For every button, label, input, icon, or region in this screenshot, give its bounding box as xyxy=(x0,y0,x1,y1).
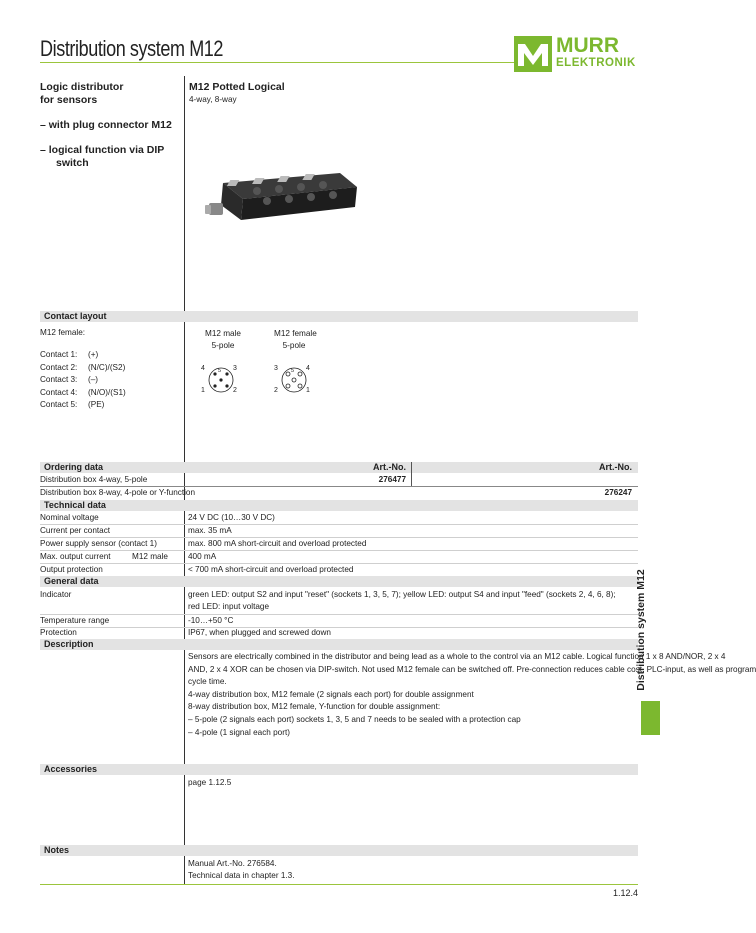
contact-layout-heading: Contact layout xyxy=(44,311,107,321)
male-title-2: 5-pole xyxy=(211,341,235,350)
female-label: M12 female: xyxy=(40,328,86,337)
contact-value: (N/O)/(S1) xyxy=(88,387,126,397)
ordering-art1: 276477 xyxy=(378,475,406,484)
brand-name: MURR xyxy=(556,34,619,57)
contact-label: Contact 4: xyxy=(40,387,78,397)
header-rule xyxy=(40,62,514,63)
contact-list xyxy=(40,349,126,412)
female-title-2: 5-pole xyxy=(282,341,306,350)
notes-line-1: Manual Art.-No. 276584. xyxy=(188,859,277,868)
general-heading: General data xyxy=(44,576,99,586)
description-line: 4-way distribution box, M12 female (2 signals each port) for double assignment xyxy=(188,689,474,699)
female-connector-diagram xyxy=(273,363,315,397)
female-connector-title xyxy=(274,328,317,352)
contact-row xyxy=(40,387,126,400)
ordering-row xyxy=(40,474,638,487)
description-line: – 5-pole (2 signals each port) sockets 1, 3, 5 and 7 needs to be sealed with a protection cap xyxy=(188,714,521,724)
contact-value: (+) xyxy=(88,350,99,359)
contact-label: Contact 3: xyxy=(40,375,78,385)
intro-line-2: for sensors xyxy=(40,94,98,106)
tech-row xyxy=(40,512,638,525)
technical-heading: Technical data xyxy=(44,500,106,510)
pin-label: 2 xyxy=(233,387,237,394)
tech-value: < 700 mA short-circuit and overload protected xyxy=(188,565,354,574)
protection-row xyxy=(40,627,638,639)
protection-label: Protection xyxy=(40,628,77,637)
tech-sublabel: M12 male xyxy=(132,552,168,561)
description-line: Sensors are electrically combined in the distributor and being lead as a whole to the control via an M12 cable. Logical function 1 x 8 AND/NOR, 2 x 4 xyxy=(188,652,726,661)
indicator-row xyxy=(40,589,638,615)
indicator-value-2: red LED: input voltage xyxy=(188,602,270,611)
intro-line-1: Logic distributor xyxy=(40,81,124,93)
male-connector-title xyxy=(203,328,243,352)
tech-label: Current per contact xyxy=(40,526,111,535)
pin-label: 5 xyxy=(291,368,295,374)
pin-label: 3 xyxy=(274,365,278,372)
side-tab-label: Distribution system M12 xyxy=(635,569,647,691)
ordering-art2: 276247 xyxy=(604,488,632,497)
ordering-label: Distribution box 4-way, 5-pole xyxy=(40,475,148,484)
description-text xyxy=(188,651,756,739)
ordering-col1-heading: Art.-No. xyxy=(373,462,406,472)
tech-row xyxy=(40,564,638,576)
side-tab-marker xyxy=(641,701,660,735)
temperature-value: -10…+50 °C xyxy=(188,616,234,625)
contact-value: (N/C)/(S2) xyxy=(88,362,126,372)
description-heading: Description xyxy=(44,639,94,649)
contact-label: Contact 2: xyxy=(40,362,78,372)
contact-row xyxy=(40,399,105,412)
tech-label: Power supply sensor (contact 1) xyxy=(40,539,157,548)
tech-label: Max. output current xyxy=(40,552,111,561)
female-title-1: M12 female xyxy=(274,329,317,338)
pin-label: 2 xyxy=(274,387,278,394)
murr-logo xyxy=(514,36,638,72)
description-line: 8-way distribution box, M12 female, Y-function for double assignment: xyxy=(188,702,441,712)
accessories-heading: Accessories xyxy=(44,764,98,774)
ordering-header xyxy=(40,462,638,473)
pin-label: 3 xyxy=(233,365,237,372)
indicator-value-1: green LED: output S2 and input "reset" (sockets 1, 3, 5, 7); yellow LED: output S4 and input "feed" (sockets 2, 4, 6, 8); xyxy=(188,590,616,599)
protection-value: IP67, when plugged and screwed down xyxy=(188,628,331,637)
product-variants: 4-way, 8-way xyxy=(189,95,237,104)
tech-label: Nominal voltage xyxy=(40,513,99,522)
male-title-1: M12 male xyxy=(205,329,241,338)
intro-bullet-1: – with plug connector M12 xyxy=(40,119,172,131)
description-line: – 4-pole (1 signal each port) xyxy=(188,727,290,737)
contact-value: (PE) xyxy=(88,400,105,410)
tech-value: 24 V DC (10…30 V DC) xyxy=(188,513,275,522)
male-connector-diagram xyxy=(200,363,242,397)
pin-label: 1 xyxy=(306,387,310,394)
notes-header xyxy=(40,845,638,856)
ordering-label: Distribution box 8-way, 4-pole or Y-function xyxy=(40,488,196,497)
intro-bullet-2-line2: switch xyxy=(56,157,89,169)
tech-row xyxy=(40,525,638,538)
technical-header xyxy=(40,500,638,511)
pin-label: 1 xyxy=(201,387,205,394)
intro-heading xyxy=(40,81,123,107)
accessories-header xyxy=(40,764,638,775)
contact-row xyxy=(40,362,126,375)
intro-bullet-2 xyxy=(40,144,164,170)
side-tab xyxy=(633,560,658,700)
contact-label: Contact 1: xyxy=(40,350,78,359)
brand-subtitle: ELEKTRONIK xyxy=(556,57,636,69)
pin-label: 4 xyxy=(306,365,310,372)
contact-row xyxy=(40,374,99,387)
tech-row xyxy=(40,538,638,551)
footer-rule xyxy=(40,884,638,885)
tech-label: Output protection xyxy=(40,565,103,574)
ordering-heading: Ordering data xyxy=(44,462,104,472)
notes-line-2: Technical data in chapter 1.3. xyxy=(188,871,295,880)
indicator-label: Indicator xyxy=(40,590,72,599)
tech-row xyxy=(40,551,638,564)
page-number: 1.12.4 xyxy=(612,888,638,898)
tech-value: max. 35 mA xyxy=(188,526,232,535)
notes-heading: Notes xyxy=(44,845,70,855)
accessories-link[interactable]: page 1.12.5 xyxy=(188,778,232,787)
contact-label: Contact 5: xyxy=(40,400,78,410)
description-header xyxy=(40,639,638,650)
intro-bullet-2-line1: – logical function via DIP xyxy=(40,144,165,156)
product-image xyxy=(205,165,365,235)
pin-label: 4 xyxy=(201,365,205,372)
pin-label: 5 xyxy=(218,368,222,374)
ordering-row xyxy=(40,487,638,499)
contact-row xyxy=(40,349,99,362)
product-name: M12 Potted Logical xyxy=(189,81,285,93)
description-line: cycle time. xyxy=(188,677,227,687)
tech-value: 400 mA xyxy=(188,552,217,561)
ordering-col2-heading: Art.-No. xyxy=(599,462,632,472)
contact-layout-header xyxy=(40,311,638,322)
general-header xyxy=(40,576,638,587)
page-title: Distribution system M12 xyxy=(40,36,224,61)
contact-value: (–) xyxy=(88,375,99,385)
tech-value: max. 800 mA short-circuit and overload protected xyxy=(188,539,367,548)
temperature-label: Temperature range xyxy=(40,616,110,625)
description-line: AND, 2 x 4 XOR can be chosen via DIP-switch. Not used M12 female can be switched off. Pre-connection reduces cable cost, PLC-input, as well as program xyxy=(188,664,756,674)
